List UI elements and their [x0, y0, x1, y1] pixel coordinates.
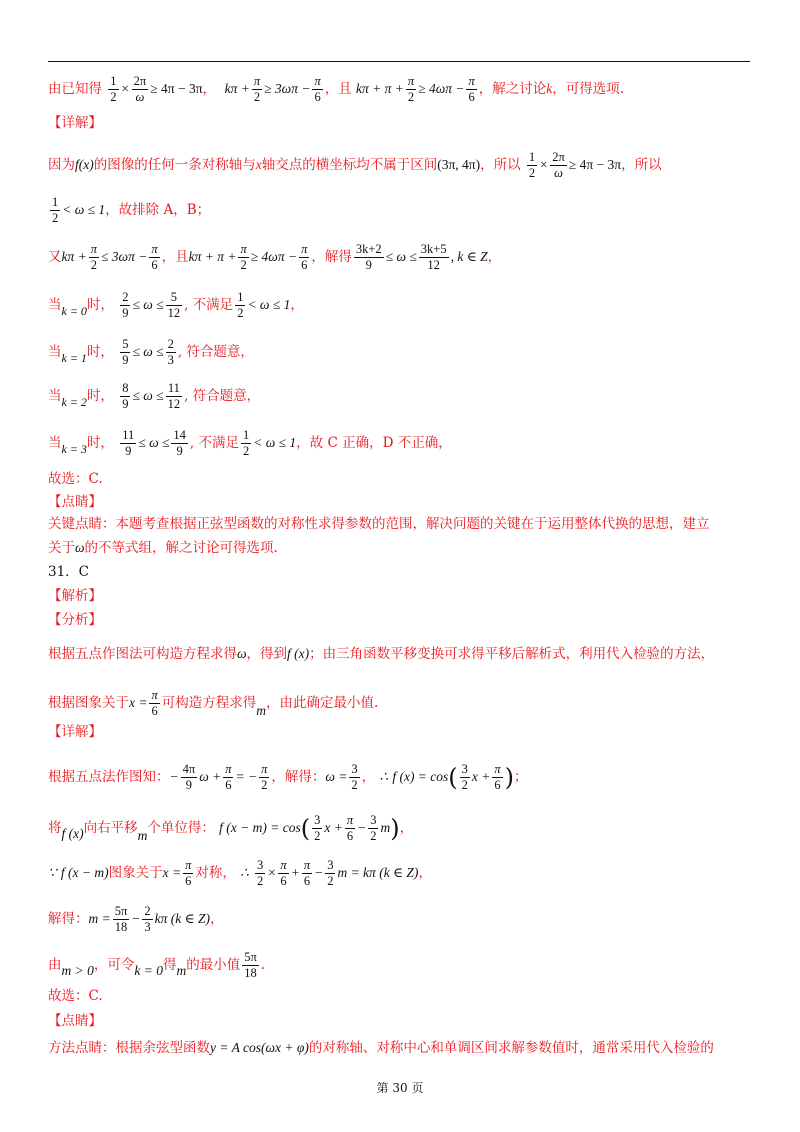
key-point-line-1: 关键点睛：本题考查根据正弦型函数的对称性求得参数的范围，解决问题的关键在于运用整体代换的思想，建立: [48, 516, 710, 532]
key-point-line-2: 关于ω的不等式组，解之讨论可得选项.: [48, 540, 278, 556]
fenxi-heading: 【分析】: [48, 612, 102, 628]
detail-heading-1: 【详解】: [48, 115, 102, 131]
answer-choice-1: 故选：C.: [48, 471, 103, 487]
detail-line-4: 解得：m = $\frac{5\pi}{18}$ − $\frac{2}{3}$ kπ (k ∈ Z)，: [48, 904, 224, 934]
page-number: 第 30 页: [376, 1081, 424, 1095]
analysis-line-2: 根据图象关于x = $\frac{\pi}{6}$ 可构造方程求得m，由此确定最小值.: [48, 688, 379, 718]
comment-heading-1: 【点睛】: [48, 494, 102, 510]
detail-line-3: ∵ f (x − m)图象关于x = $\frac{\pi}{6}$ 对称， ∴ $\frac{3}{2}$ × $\frac{\pi}{6}$ + $\frac{\pi}{6}$ − $\frac{3}{2}$ m = kπ (k ∈ Z)，: [48, 858, 432, 888]
detail-line-5: 由m > 0，可令k = 0得m的最小值 $\frac{5\pi}{18}$ .: [48, 950, 266, 980]
method-line: 方法点睛：根据余弦型函数y = A cos(ωx + φ)的对称轴、对称中心和单调区间求解参数值时，通常采用代入检验的: [48, 1040, 714, 1056]
detail-heading-2: 【详解】: [48, 724, 102, 740]
analysis-line-1: 根据五点作图法可构造方程求得ω，得到f (x)；由三角函数平移变换可求得平移后解析式，利用代入检验的方法，: [48, 646, 715, 662]
case-k2: 当k = 2时， $\frac{8}{9}$ ≤ ω ≤ $\frac{11}{12}$ , 符合题意，: [48, 381, 261, 411]
question-31: 31．C: [48, 564, 90, 580]
comment-heading-2: 【点睛】: [48, 1013, 102, 1029]
detail-line-1: 根据五点法作图知：− $\frac{4\pi}{9}$ ω + $\frac{\pi}{6}$ = − $\frac{\pi}{2}$ ，解得：ω = $\frac{3}{2}$ ， ∴ f (x) = cos( $\frac{3}{2}$ x + $\frac{\pi}{6}$ )；: [48, 762, 528, 792]
analysis-heading: 【解析】: [48, 588, 102, 604]
solution-line-1: 由已知得 $\frac{1}{2}$ × $\frac{2\pi}{\omega}$ ≥ 4π − 3π， kπ + $\frac{\pi}{2}$ ≥ 3ωπ − $\frac{\pi}{6}$ ，且 kπ + π + $\frac{\pi}{2}$ ≥ 4ωπ − $\frac{\pi}{6}$ ，解之讨论k，可得选项.: [48, 74, 625, 104]
solution-line-4: $\frac{1}{2}$ < ω ≤ 1，故排除 A，B；: [52, 195, 211, 225]
case-k0: 当k = 0时， $\frac{2}{9}$ ≤ ω ≤ $\frac{5}{12}$ , 不满足 $\frac{1}{2}$ < ω ≤ 1，: [48, 290, 304, 320]
solution-line-3: 因为f(x)的图像的任何一条对称轴与x轴交点的横坐标均不属于区间(3π, 4π)，所以 $\frac{1}{2}$ × $\frac{2\pi}{\omega}$ ≥ 4π − 3π，所以: [48, 150, 662, 180]
solution-line-5: 又kπ + $\frac{\pi}{2}$ ≤ 3ωπ − $\frac{\pi}{6}$ ，且kπ + π + $\frac{\pi}{2}$ ≥ 4ωπ − $\frac{\pi}{6}$ ，解得 $\frac{3k+2}{9}$ ≤ ω ≤ $\frac{3k+5}{12}$ , k ∈ Z，: [48, 242, 502, 272]
case-k3: 当k = 3时， $\frac{11}{9}$ ≤ ω ≤ $\frac{14}{9}$ , 不满足 $\frac{1}{2}$ < ω ≤ 1，故 C 正确，D 不正确，: [48, 428, 452, 458]
detail-line-2: 将f (x)向右平移m个单位得： f (x − m) = cos( $\frac{3}{2}$ x + $\frac{\pi}{6}$ − $\frac{3}{2}$ m)，: [48, 813, 414, 843]
case-k1: 当k = 1时， $\frac{5}{9}$ ≤ ω ≤ $\frac{2}{3}$ , 符合题意，: [48, 337, 254, 367]
header-rule: [48, 61, 750, 62]
answer-choice-2: 故选：C.: [48, 988, 103, 1004]
